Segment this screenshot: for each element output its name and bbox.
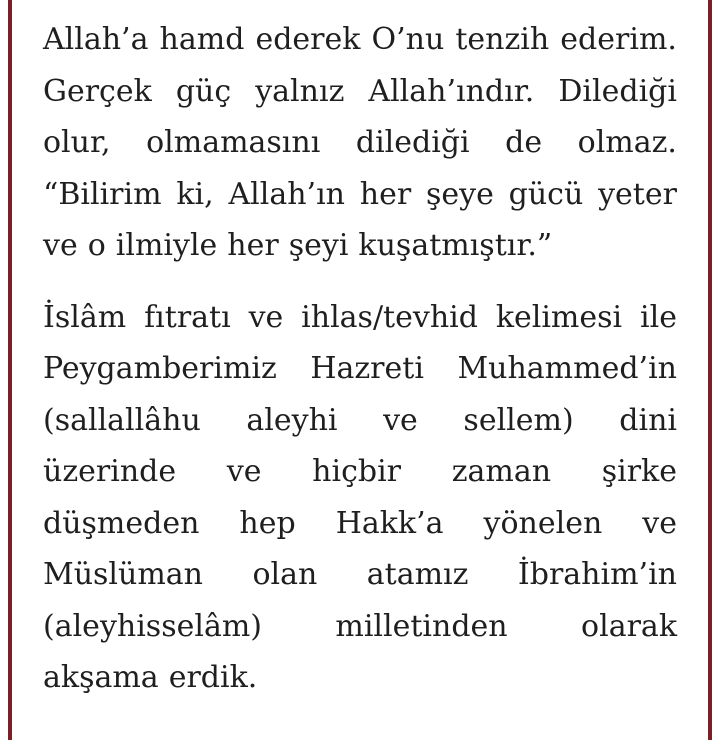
word: ilmiyle — [115, 228, 218, 263]
word: ki, — [176, 176, 214, 212]
word: düşmeden — [43, 505, 200, 541]
word: erdik. — [168, 660, 258, 695]
word: ve — [642, 505, 677, 541]
word: zaman — [451, 454, 552, 489]
word: Muhammed’in — [457, 351, 677, 386]
word: o — [87, 228, 106, 263]
word: dilediği — [355, 125, 470, 160]
word: Dilediği — [558, 73, 677, 109]
text-line — [43, 117, 677, 169]
word: ve — [226, 454, 262, 489]
word: yeter — [598, 176, 677, 212]
text-line — [43, 446, 677, 498]
text-line — [43, 14, 677, 66]
word: (sallallâhu — [43, 402, 201, 438]
word: her — [227, 228, 279, 263]
text-line — [43, 220, 677, 272]
text-line — [43, 549, 677, 601]
word: tenzih — [455, 22, 550, 57]
word: üzerinde — [43, 454, 177, 489]
word: şeyi — [288, 228, 349, 263]
word: Allah’a — [43, 22, 149, 57]
text-line — [43, 169, 677, 221]
document-body — [43, 14, 677, 704]
word: atamız — [366, 557, 469, 592]
word: gücü — [508, 176, 584, 212]
text-line — [43, 395, 677, 447]
word: de — [505, 125, 543, 160]
word: Gerçek — [43, 73, 152, 109]
word: İslâm — [43, 299, 127, 335]
word: olarak — [581, 608, 677, 644]
word: hiçbir — [312, 454, 402, 489]
text-line — [43, 66, 677, 118]
word: Hakk’a — [335, 505, 444, 541]
word: yalnız — [255, 73, 345, 109]
word: kuşatmıştır.” — [358, 228, 553, 263]
text-line — [43, 292, 677, 344]
word: ve — [383, 402, 418, 438]
word: fıtratı — [144, 299, 231, 335]
word: olan — [252, 557, 318, 592]
frame-border-left — [8, 0, 12, 740]
word: kelimesi — [495, 299, 623, 335]
word: (aleyhisselâm) — [43, 608, 262, 644]
word: Allah’ındır. — [368, 73, 535, 109]
word: ve — [248, 299, 284, 335]
word: şirke — [601, 454, 677, 489]
word: “Bilirim — [43, 176, 162, 212]
text-line — [43, 652, 677, 704]
word: Peygamberimiz — [43, 351, 277, 386]
frame-border-right — [708, 0, 712, 740]
text-line — [43, 343, 677, 395]
word: O’nu — [371, 22, 445, 57]
word: hep — [239, 505, 296, 541]
word: ihlas/tevhid — [301, 299, 478, 335]
word: ederek — [255, 22, 361, 57]
word: ederim. — [560, 22, 677, 57]
word: olur, — [43, 125, 111, 160]
paragraph-1 — [43, 14, 677, 272]
word: aleyhi — [246, 402, 338, 438]
word: milletinden — [335, 608, 508, 644]
word: şeye — [426, 176, 494, 212]
word: dini — [619, 402, 677, 438]
word: olmaz. — [577, 125, 677, 160]
word: Allah’ın — [228, 176, 345, 212]
paragraph-2 — [43, 292, 677, 704]
word: hamd — [159, 22, 245, 57]
text-line — [43, 601, 677, 653]
word: sellem) — [463, 402, 574, 438]
word: olmamasını — [146, 125, 321, 160]
word: İbrahim’in — [517, 557, 677, 592]
word: güç — [175, 73, 232, 109]
word: her — [359, 176, 412, 212]
word: Müslüman — [43, 557, 204, 592]
word: Hazreti — [310, 351, 424, 386]
word: ve — [43, 228, 78, 263]
word: ile — [640, 299, 677, 335]
word: yönelen — [483, 505, 603, 541]
text-line — [43, 498, 677, 550]
word: akşama — [43, 660, 159, 695]
